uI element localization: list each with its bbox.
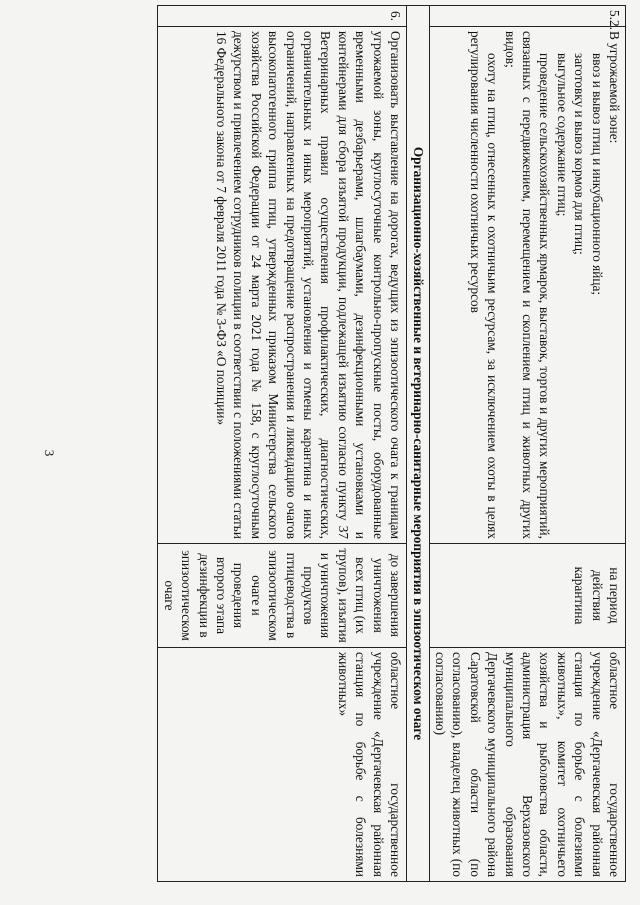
row-number-5-2: 5.2. <box>429 6 625 27</box>
rotated-page-content <box>94 5 626 881</box>
row-number-6: 6. <box>158 6 407 27</box>
term-5-2: на период действия карантина <box>429 544 625 648</box>
section-heading: Организационно-хозяйственные и ветеринарно-санитарные мероприятия в эпизоотическом очаге <box>407 6 429 882</box>
table-row <box>407 6 429 882</box>
measure-paragraph: Организовать выставление на дорогах, ведущих из эпизоотического очага к границам угрожаемой зоны, круглосуточные контрольно-пропускные посты, оборудованные временными дезбарьерами, шлагбаумами, дезинфекционными установками и контейнерами для сбора изъятой продукции, подлежащей изъятию согласно пункту 37 Ветеринарных правил осуществления профилактических, диагностических, ограничительных и иных мероприятий, установления и отмены карантина и иных ограничений, направленных на предотвращение распространения и ликвидацию очагов высокопатогенного гриппа птиц, утвержденных приказом Министерства сельского хозяйства Российской Федерации от 24 марта 2021 года № 158, с круглосуточным дежурством и привлечением сотрудников полиции в соответствии с положениями статьи 16 Федерального закона от 7 февраля 2011 года № 3-ФЗ «О полиции» <box>214 31 404 539</box>
term-6: до завершения уничтожения всех птиц (их трупов), изъятия и уничтожения продуктов птицеводства в эпизоотическом очаге и проведения второго этапа дезинфекции в эпизоотическом очаге <box>158 544 407 648</box>
measures-table <box>157 5 626 882</box>
measure-item: ввоз и вывоз птиц и инкубационного яйца; <box>589 53 605 296</box>
measure-item: охоту на птиц, отнесенных к охотничьим ресурсам, за исключением охоты в целях регулирования численности охотничьих ресурсов <box>467 31 501 539</box>
table-row <box>158 6 407 882</box>
responsible-text: областное государственное учреждение «Дергачевская районная станция по борьбе с болезнями животных», комитет охотничьего хозяйства и рыболовства области, администрация Верхазовского муниципального образования Дергачевского муниципального района Саратовской области (по согласованию), владелец животных (по согласованию) <box>432 652 622 877</box>
measure-text-6 <box>158 27 407 544</box>
measure-item: заготовку и вывоз кормов для птиц; <box>572 53 588 255</box>
measure-text-5-2 <box>429 27 625 544</box>
measure-item: выгульное содержание птиц; <box>554 53 570 217</box>
responsible-text: областное государственное учреждение «Дергачевская районная станция по борьбе с болезнями животных» <box>335 652 404 877</box>
measure-item: проведение сельскохозяйственных ярмарок, выставок, торгов и других мероприятий, связанных с передвижением, перемещением и скоплением птиц и животных других видов; <box>502 31 553 539</box>
responsible-6 <box>158 648 407 882</box>
table-row <box>429 6 625 882</box>
responsible-5-2 <box>429 648 625 882</box>
measure-intro: В угрожаемой зоне: <box>607 31 622 144</box>
page-number: 3 <box>42 449 57 457</box>
